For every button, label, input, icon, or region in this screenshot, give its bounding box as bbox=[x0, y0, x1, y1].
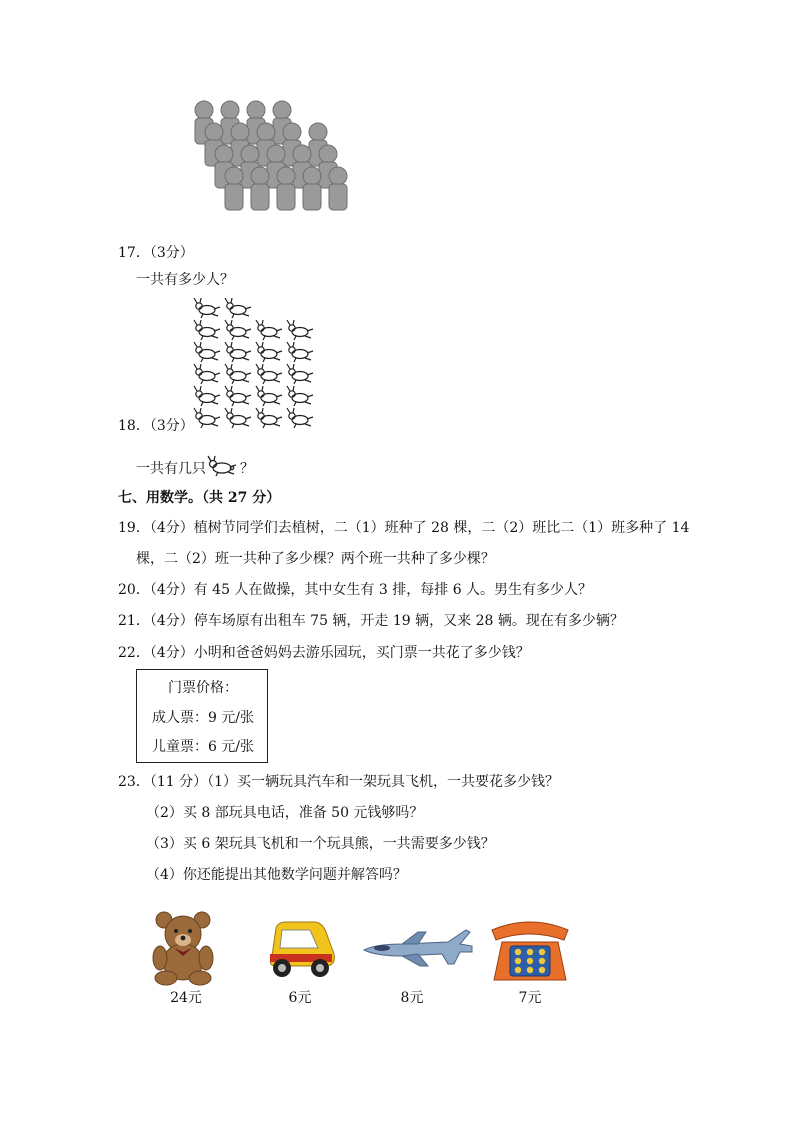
child-body bbox=[251, 184, 269, 210]
q19-line1: 19．（4分）植树节同学们去植树，二（1）班种了 28 棵，二（2）班比二（1）班多种了 14 bbox=[118, 520, 690, 536]
child-head bbox=[241, 145, 259, 163]
rabbit-icon bbox=[287, 320, 313, 340]
teddy-bear-price: 24元 bbox=[170, 990, 202, 1006]
child-head bbox=[309, 123, 327, 141]
rabbit-icon bbox=[256, 320, 282, 340]
q19-line2: 棵，二（2）班一共种了多少棵？两个班一共种了多少棵？ bbox=[136, 551, 495, 567]
child-head bbox=[247, 101, 265, 119]
toy-plane-image bbox=[362, 926, 474, 968]
rabbit-icon bbox=[256, 364, 282, 384]
toy-car-image bbox=[264, 918, 338, 980]
child-head bbox=[257, 123, 275, 141]
rabbit-icon bbox=[206, 455, 240, 477]
rabbit-icon bbox=[256, 386, 282, 406]
rabbit-icon bbox=[225, 364, 251, 384]
child-body bbox=[277, 184, 295, 210]
rabbit-icon bbox=[287, 342, 313, 362]
phone-key bbox=[515, 967, 521, 973]
toy-phone-image bbox=[488, 918, 572, 984]
phone-key bbox=[539, 958, 545, 964]
q23-line1: 23．（11 分）（1）买一辆玩具汽车和一架玩具飞机，一共要花多少钱？ bbox=[118, 774, 559, 790]
child-body bbox=[225, 184, 243, 210]
rabbit-icon bbox=[287, 364, 313, 384]
phone-key bbox=[515, 949, 521, 955]
section7-title: 七、用数学。（共 27 分） bbox=[118, 490, 281, 506]
child-head bbox=[293, 145, 311, 163]
rabbit-icon bbox=[225, 320, 251, 340]
rabbit-icon bbox=[225, 342, 251, 362]
child-head bbox=[329, 167, 347, 185]
child-body bbox=[329, 184, 347, 210]
rabbit-icon bbox=[287, 408, 313, 428]
phone-key bbox=[527, 958, 533, 964]
rabbit-icon bbox=[194, 364, 220, 384]
q20-text: 20．（4分）有 45 人在做操，其中女生有 3 排，每排 6 人。男生有多少人？ bbox=[118, 582, 593, 598]
rabbits-grid-image bbox=[192, 298, 322, 432]
rabbit-icon bbox=[256, 342, 282, 362]
toy-plane-price: 8元 bbox=[400, 990, 424, 1006]
child-head bbox=[319, 145, 337, 163]
phone-key bbox=[527, 967, 533, 973]
child-head bbox=[195, 101, 213, 119]
child-head bbox=[283, 123, 301, 141]
child-head bbox=[205, 123, 223, 141]
q22-text: 22．（4分）小明和爸爸妈妈去游乐园玩，买门票一共花了多少钱？ bbox=[118, 645, 530, 661]
phone-key bbox=[539, 949, 545, 955]
rabbit-icon bbox=[225, 408, 251, 428]
child-head bbox=[277, 167, 295, 185]
phone-key bbox=[527, 949, 533, 955]
rabbit-icon bbox=[225, 298, 251, 318]
ticket-box-title: 门票价格： bbox=[168, 680, 238, 696]
rabbit-icon bbox=[194, 386, 220, 406]
toy-car-price: 6元 bbox=[288, 990, 312, 1006]
phone-key bbox=[515, 958, 521, 964]
child-head bbox=[221, 101, 239, 119]
rabbit-icon bbox=[256, 408, 282, 428]
rabbit-icon bbox=[194, 408, 220, 428]
child-ticket-price: 儿童票：6 元/张 bbox=[151, 739, 255, 755]
child-head bbox=[251, 167, 269, 185]
rabbit-icon bbox=[194, 320, 220, 340]
ticket-price-box bbox=[136, 669, 268, 763]
q17-label: 17．（3分） bbox=[118, 245, 194, 261]
q18-question: 一共有几只 ？ bbox=[136, 455, 254, 479]
child-head bbox=[303, 167, 321, 185]
child-head bbox=[273, 101, 291, 119]
phone-key bbox=[539, 967, 545, 973]
rabbit-icon bbox=[225, 386, 251, 406]
rabbit-icon bbox=[287, 386, 313, 406]
rabbit-icon bbox=[194, 342, 220, 362]
q23-line3: （3）买 6 架玩具飞机和一个玩具熊，一共需要多少钱？ bbox=[146, 836, 495, 852]
child-head bbox=[231, 123, 249, 141]
q23-line4: （4）你还能提出其他数学问题并解答吗？ bbox=[146, 867, 407, 883]
child-head bbox=[215, 145, 233, 163]
rabbit-icon bbox=[194, 298, 220, 318]
q21-text: 21．（4分）停车场原有出租车 75 辆，开走 19 辆，又来 28 辆。现在有多少辆？ bbox=[118, 613, 624, 629]
q18-label: 18．（3分） bbox=[118, 418, 194, 434]
q17-question: 一共有多少人？ bbox=[136, 272, 234, 288]
child-body bbox=[303, 184, 321, 210]
children-group-image bbox=[194, 98, 374, 240]
adult-ticket-price: 成人票：9 元/张 bbox=[151, 710, 255, 726]
child-head bbox=[267, 145, 285, 163]
toy-phone-price: 7元 bbox=[518, 990, 542, 1006]
teddy-bear-image bbox=[150, 910, 216, 986]
q23-line2: （2）买 8 部玩具电话，准备 50 元钱够吗？ bbox=[146, 805, 424, 821]
child-head bbox=[225, 167, 243, 185]
